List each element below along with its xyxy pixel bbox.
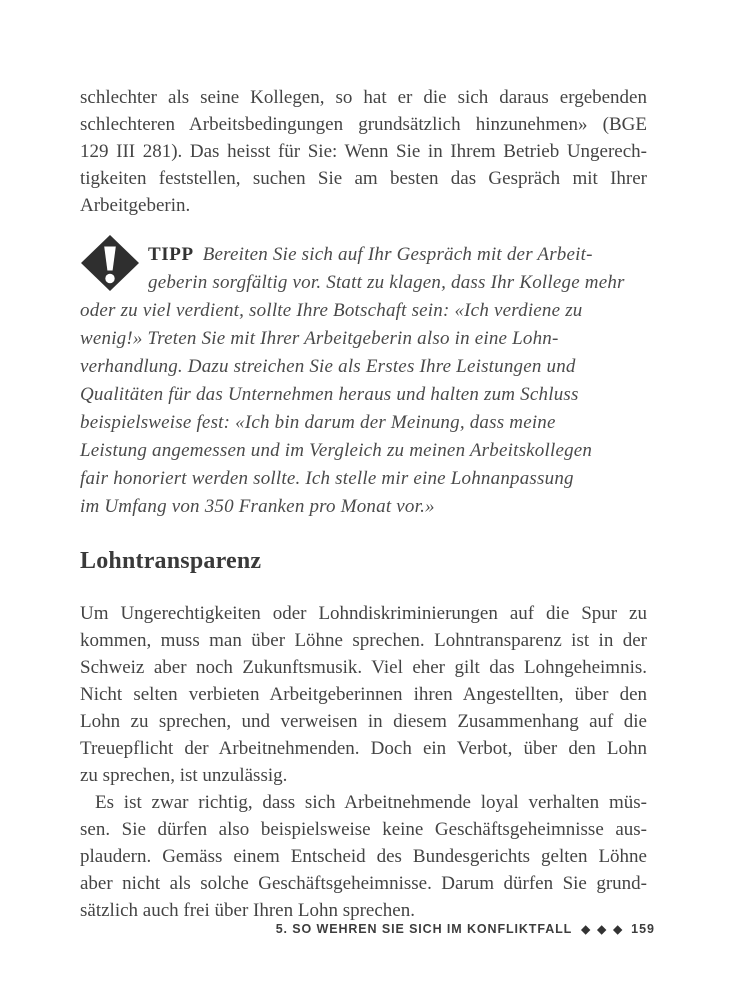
exclamation-diamond-icon — [80, 234, 140, 292]
tip-first-line-text: Bereiten Sie sich auf Ihr Gespräch mit der Arbeit- — [202, 244, 593, 265]
text-line: Treuepflicht der Arbeitnehmenden. Doch ein Verbot, über den Lohn — [80, 738, 647, 759]
page-number: 159 — [631, 922, 655, 936]
text-line: Lohn zu sprechen, und verweisen in diesem Zusammenhang auf die — [80, 711, 647, 732]
text-line: Leistung angemessen und im Vergleich zu meinen Arbeitskollegen — [80, 440, 593, 461]
footer-chapter-title: 5. SO WEHREN SIE SICH IM KONFLIKTFALL — [275, 922, 573, 936]
text-line: schlechteren Arbeitsbedingungen grundsätzlich hinzunehmen» (BGE — [80, 114, 647, 135]
section-heading: Lohntransparenz — [80, 548, 262, 574]
tip-label: TIPP — [148, 244, 194, 265]
text-line: aber nicht als solche Geschäftsgeheimnisse. Darum dürfen Sie grund- — [80, 873, 647, 894]
page-footer — [80, 922, 655, 936]
text-line: oder zu viel verdient, sollte Ihre Botschaft sein: «Ich verdiene zu — [80, 300, 583, 321]
text-column — [80, 84, 647, 924]
tip-box — [80, 241, 647, 521]
paragraph-loyalty — [80, 789, 647, 924]
text-line: tigkeiten feststellen, suchen Sie am besten das Gespräch mit Ihrer — [80, 168, 647, 189]
text-line: kommen, muss man über Löhne sprechen. Lohntransparenz ist in der — [80, 630, 647, 651]
text-line: verhandlung. Dazu streichen Sie als Erstes Ihre Leistungen und — [80, 356, 576, 377]
text-line: Arbeitgeberin. — [80, 195, 191, 216]
text-line: schlechter als seine Kollegen, so hat er die sich daraus ergebenden — [80, 87, 647, 108]
text-line: fair honoriert werden sollte. Ich stelle mir eine Lohnanpassung — [80, 468, 574, 489]
text-line: im Umfang von 350 Franken pro Monat vor.» — [80, 496, 435, 517]
text-line: Nicht selten verbieten Arbeitgeberinnen ihren Angestellten, über den — [80, 684, 647, 705]
text-line: beispielsweise fest: «Ich bin darum der Meinung, dass meine — [80, 412, 556, 433]
paragraph-court-ruling — [80, 84, 647, 219]
tip-text — [80, 269, 647, 521]
text-line: zu sprechen, ist unzulässig. — [80, 765, 288, 786]
text-line: sätzlich auch frei über Ihren Lohn sprechen. — [80, 900, 415, 921]
text-line: sen. Sie dürfen also beispielsweise keine Geschäftsgeheimnisse aus- — [80, 819, 647, 840]
text-line: wenig!» Treten Sie mit Ihrer Arbeitgeberin also in eine Lohn- — [80, 328, 559, 349]
text-line: plaudern. Gemäss einem Entscheid des Bundesgerichts gelten Löhne — [80, 846, 647, 867]
text-line: Schweiz aber noch Zukunftsmusik. Viel eher gilt das Lohngeheimnis. — [80, 657, 647, 678]
diamond-separator-icon: ◆ ◆ ◆ — [581, 924, 625, 936]
text-line: 129 III 281). Das heisst für Sie: Wenn Sie in Ihrem Betrieb Ungerech- — [80, 141, 647, 162]
tip-first-line — [80, 241, 647, 269]
text-line: Es ist zwar richtig, dass sich Arbeitnehmende loyal verhalten müs- — [95, 792, 647, 813]
text-line: Qualitäten für das Unternehmen heraus und halten zum Schluss — [80, 384, 579, 405]
text-line: geberin sorgfältig vor. Statt zu klagen, dass Ihr Kollege mehr — [148, 272, 625, 293]
paragraph-lohntransparenz — [80, 600, 647, 789]
text-line: Um Ungerechtigkeiten oder Lohndiskriminierungen auf die Spur zu — [80, 603, 647, 624]
